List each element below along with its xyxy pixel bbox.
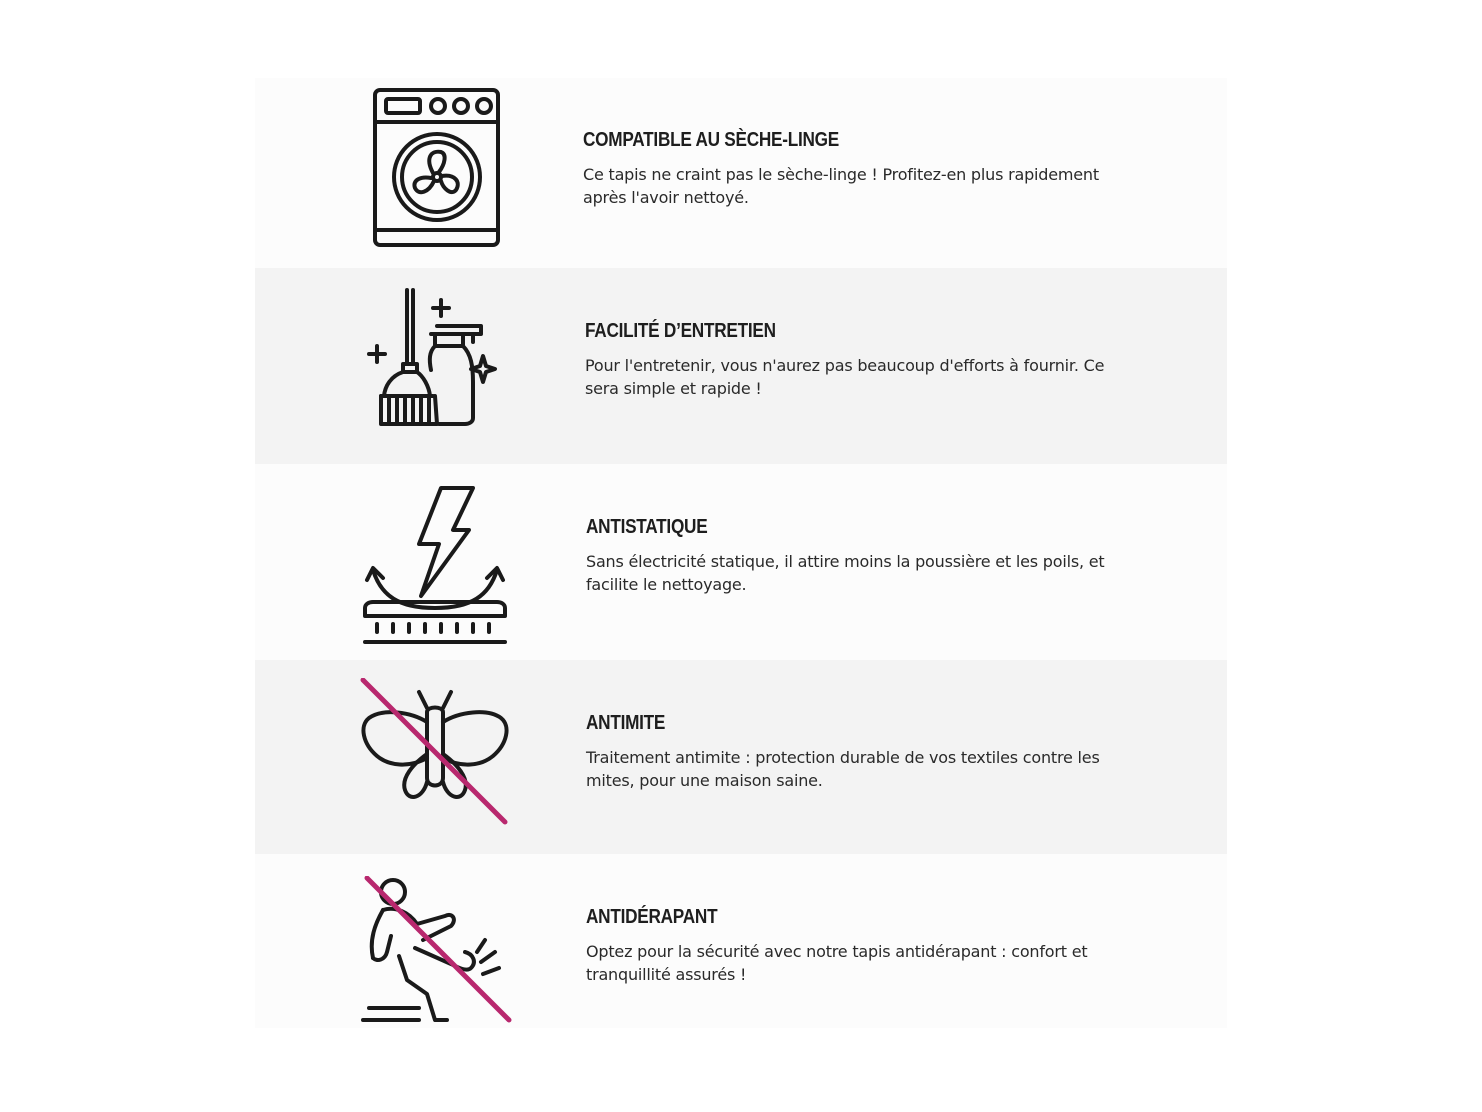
feature-title: ANTISTATIQUE — [586, 516, 708, 538]
cleaning-tools-icon — [355, 286, 515, 446]
feature-antistatic — [255, 464, 1227, 660]
feature-description: Pour l'entretenir, vous n'aurez pas beaucoup d'efforts à fournir. Ce sera simple et rapide ! — [585, 356, 1105, 398]
feature-easy-care — [255, 268, 1227, 464]
feature-description: Optez pour la sécurité avec notre tapis antidérapant : confort et tranquillité assurés ! — [586, 942, 1088, 984]
feature-title: FACILITÉ D’ENTRETIEN — [585, 320, 776, 342]
feature-dryer-compatible — [255, 78, 1227, 268]
feature-title: ANTIDÉRAPANT — [586, 906, 718, 928]
no-moth-icon — [355, 678, 515, 838]
no-slip-icon — [355, 876, 515, 1036]
antistatic-icon — [355, 484, 515, 644]
feature-title: ANTIMITE — [586, 712, 666, 734]
feature-non-slip — [255, 854, 1227, 1028]
feature-antimoth — [255, 660, 1227, 854]
feature-description: Ce tapis ne craint pas le sèche-linge ! Profitez-en plus rapidement après l'avoir nettoyé. — [583, 165, 1099, 207]
features-list — [255, 78, 1227, 1028]
feature-title: COMPATIBLE AU SÈCHE-LINGE — [583, 129, 840, 151]
feature-description: Traitement antimite : protection durable de vos textiles contre les mites, pour une maison saine. — [586, 748, 1100, 790]
dryer-icon — [355, 88, 515, 248]
feature-description: Sans électricité statique, il attire moins la poussière et les poils, et facilite le nettoyage. — [586, 552, 1105, 594]
